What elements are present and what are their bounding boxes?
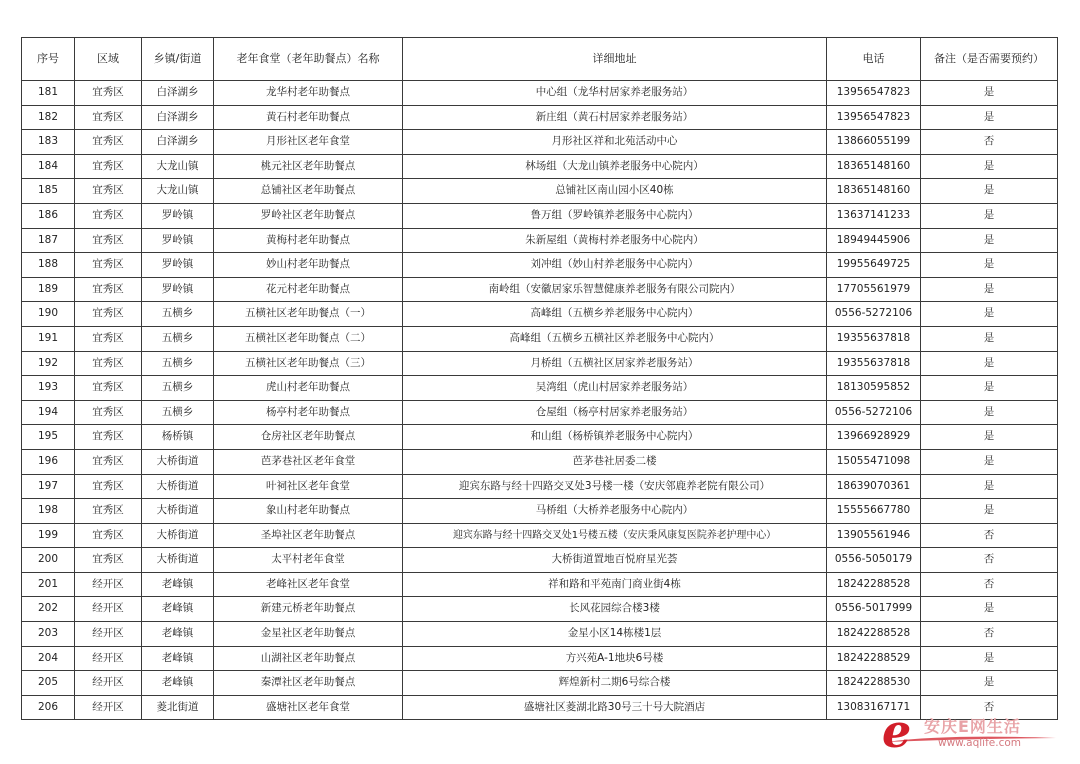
cell-address: 总铺社区南山园小区40栋 xyxy=(403,179,827,204)
cell-phone: 19955649725 xyxy=(827,253,921,278)
cell-index: 188 xyxy=(22,253,75,278)
cell-district: 经开区 xyxy=(75,597,142,622)
cell-town-street: 大龙山镇 xyxy=(142,179,214,204)
watermark-title: 安庆E网生活 xyxy=(924,717,1021,736)
cell-town-street: 老峰镇 xyxy=(142,671,214,696)
cell-index: 205 xyxy=(22,671,75,696)
cell-index: 182 xyxy=(22,105,75,130)
cell-canteen-name: 五横社区老年助餐点（二） xyxy=(214,326,403,351)
header-canteen-name: 老年食堂（老年助餐点）名称 xyxy=(214,38,403,81)
cell-canteen-name: 秦潭社区老年助餐点 xyxy=(214,671,403,696)
cell-town-street: 罗岭镇 xyxy=(142,277,214,302)
table-row xyxy=(22,105,1058,130)
cell-canteen-name: 叶祠社区老年食堂 xyxy=(214,474,403,499)
cell-address: 仓屋组（杨亭村居家养老服务站） xyxy=(403,400,827,425)
cell-town-street: 五横乡 xyxy=(142,326,214,351)
cell-phone: 0556-5017999 xyxy=(827,597,921,622)
cell-town-street: 罗岭镇 xyxy=(142,253,214,278)
cell-address: 方兴苑A-1地块6号楼 xyxy=(403,646,827,671)
cell-reservation: 是 xyxy=(921,597,1058,622)
header-row xyxy=(22,38,1058,81)
cell-district: 宜秀区 xyxy=(75,228,142,253)
cell-district: 宜秀区 xyxy=(75,277,142,302)
cell-index: 200 xyxy=(22,548,75,573)
cell-phone: 13083167171 xyxy=(827,695,921,720)
cell-address: 辉煌新村二期6号综合楼 xyxy=(403,671,827,696)
cell-index: 185 xyxy=(22,179,75,204)
cell-phone: 13956547823 xyxy=(827,105,921,130)
header-town-street: 乡镇/街道 xyxy=(142,38,214,81)
header-phone: 电话 xyxy=(827,38,921,81)
cell-district: 宜秀区 xyxy=(75,548,142,573)
cell-reservation: 是 xyxy=(921,302,1058,327)
cell-district: 宜秀区 xyxy=(75,203,142,228)
cell-phone: 18130595852 xyxy=(827,376,921,401)
cell-address: 高峰组（五横乡养老服务中心院内） xyxy=(403,302,827,327)
cell-reservation: 是 xyxy=(921,449,1058,474)
cell-address: 鲁万组（罗岭镇养老服务中心院内） xyxy=(403,203,827,228)
cell-district: 宜秀区 xyxy=(75,449,142,474)
cell-reservation: 是 xyxy=(921,376,1058,401)
cell-phone: 13866055199 xyxy=(827,130,921,155)
cell-reservation: 否 xyxy=(921,695,1058,720)
cell-town-street: 白泽湖乡 xyxy=(142,81,214,106)
table-row xyxy=(22,154,1058,179)
cell-index: 195 xyxy=(22,425,75,450)
cell-phone: 15555667780 xyxy=(827,499,921,524)
cell-canteen-name: 桃元社区老年助餐点 xyxy=(214,154,403,179)
cell-canteen-name: 仓房社区老年助餐点 xyxy=(214,425,403,450)
cell-reservation: 是 xyxy=(921,425,1058,450)
cell-reservation: 是 xyxy=(921,253,1058,278)
table-row xyxy=(22,449,1058,474)
cell-town-street: 大龙山镇 xyxy=(142,154,214,179)
cell-district: 宜秀区 xyxy=(75,400,142,425)
table-header xyxy=(22,38,1058,81)
table-row xyxy=(22,671,1058,696)
cell-town-street: 白泽湖乡 xyxy=(142,130,214,155)
cell-address: 长风花园综合楼3楼 xyxy=(403,597,827,622)
header-address: 详细地址 xyxy=(403,38,827,81)
cell-town-street: 老峰镇 xyxy=(142,622,214,647)
cell-index: 181 xyxy=(22,81,75,106)
cell-town-street: 大桥街道 xyxy=(142,548,214,573)
table-row xyxy=(22,597,1058,622)
cell-town-street: 大桥街道 xyxy=(142,499,214,524)
cell-district: 宜秀区 xyxy=(75,425,142,450)
cell-district: 宜秀区 xyxy=(75,523,142,548)
cell-index: 190 xyxy=(22,302,75,327)
cell-district: 宜秀区 xyxy=(75,81,142,106)
site-watermark xyxy=(882,704,1062,758)
cell-address: 高峰组（五横乡五横社区养老服务中心院内） xyxy=(403,326,827,351)
cell-town-street: 五横乡 xyxy=(142,376,214,401)
cell-phone: 18949445906 xyxy=(827,228,921,253)
cell-phone: 18639070361 xyxy=(827,474,921,499)
table-row xyxy=(22,81,1058,106)
cell-address: 马桥组（大桥养老服务中心院内） xyxy=(403,499,827,524)
cell-reservation: 是 xyxy=(921,154,1058,179)
cell-canteen-name: 五横社区老年助餐点（一） xyxy=(214,302,403,327)
cell-canteen-name: 龙华村老年助餐点 xyxy=(214,81,403,106)
header-index: 序号 xyxy=(22,38,75,81)
cell-phone: 0556-5272106 xyxy=(827,302,921,327)
table-row xyxy=(22,548,1058,573)
table-row xyxy=(22,277,1058,302)
cell-address: 南岭组（安徽居家乐智慧健康养老服务有限公司院内） xyxy=(403,277,827,302)
cell-town-street: 大桥街道 xyxy=(142,523,214,548)
cell-index: 194 xyxy=(22,400,75,425)
cell-canteen-name: 妙山村老年助餐点 xyxy=(214,253,403,278)
cell-reservation: 否 xyxy=(921,572,1058,597)
cell-index: 201 xyxy=(22,572,75,597)
cell-reservation: 是 xyxy=(921,277,1058,302)
cell-index: 204 xyxy=(22,646,75,671)
cell-district: 经开区 xyxy=(75,671,142,696)
cell-district: 宜秀区 xyxy=(75,326,142,351)
cell-address: 刘冲组（妙山村养老服务中心院内） xyxy=(403,253,827,278)
cell-index: 183 xyxy=(22,130,75,155)
cell-address: 祥和路和平苑南门商业街4栋 xyxy=(403,572,827,597)
cell-reservation: 是 xyxy=(921,646,1058,671)
cell-district: 宜秀区 xyxy=(75,499,142,524)
cell-town-street: 老峰镇 xyxy=(142,597,214,622)
table-row xyxy=(22,179,1058,204)
cell-canteen-name: 黄梅村老年助餐点 xyxy=(214,228,403,253)
cell-reservation: 否 xyxy=(921,523,1058,548)
cell-canteen-name: 芭茅巷社区老年食堂 xyxy=(214,449,403,474)
cell-address: 月桥组（五横社区居家养老服务站） xyxy=(403,351,827,376)
cell-index: 202 xyxy=(22,597,75,622)
restaurant-list-sheet xyxy=(21,37,1057,720)
cell-phone: 13637141233 xyxy=(827,203,921,228)
cell-reservation: 否 xyxy=(921,622,1058,647)
cell-index: 203 xyxy=(22,622,75,647)
header-district: 区域 xyxy=(75,38,142,81)
cell-address: 新庄组（黄石村居家养老服务站） xyxy=(403,105,827,130)
cell-district: 宜秀区 xyxy=(75,474,142,499)
cell-canteen-name: 金星社区老年助餐点 xyxy=(214,622,403,647)
table-row xyxy=(22,572,1058,597)
cell-address: 林场组（大龙山镇养老服务中心院内） xyxy=(403,154,827,179)
cell-district: 宜秀区 xyxy=(75,376,142,401)
cell-phone: 13966928929 xyxy=(827,425,921,450)
cell-address: 朱新屋组（黄梅村养老服务中心院内） xyxy=(403,228,827,253)
table-row xyxy=(22,253,1058,278)
cell-address: 迎宾东路与经十四路交叉处3号楼一楼（安庆邻鹿养老院有限公司） xyxy=(403,474,827,499)
cell-index: 186 xyxy=(22,203,75,228)
cell-index: 206 xyxy=(22,695,75,720)
cell-index: 184 xyxy=(22,154,75,179)
cell-index: 196 xyxy=(22,449,75,474)
cell-phone: 19355637818 xyxy=(827,351,921,376)
cell-district: 宜秀区 xyxy=(75,130,142,155)
cell-district: 宜秀区 xyxy=(75,351,142,376)
table-row xyxy=(22,499,1058,524)
cell-index: 191 xyxy=(22,326,75,351)
cell-index: 193 xyxy=(22,376,75,401)
table-row xyxy=(22,326,1058,351)
cell-reservation: 否 xyxy=(921,130,1058,155)
table-body xyxy=(22,81,1058,720)
table-row xyxy=(22,400,1058,425)
cell-town-street: 罗岭镇 xyxy=(142,203,214,228)
watermark-e-logo: e xyxy=(882,704,912,758)
cell-reservation: 是 xyxy=(921,400,1058,425)
cell-reservation: 否 xyxy=(921,548,1058,573)
cell-phone: 18242288530 xyxy=(827,671,921,696)
cell-phone: 13956547823 xyxy=(827,81,921,106)
cell-reservation: 是 xyxy=(921,474,1058,499)
cell-district: 宜秀区 xyxy=(75,179,142,204)
table-row xyxy=(22,376,1058,401)
cell-reservation: 是 xyxy=(921,203,1058,228)
cell-town-street: 老峰镇 xyxy=(142,572,214,597)
table-row xyxy=(22,646,1058,671)
cell-index: 197 xyxy=(22,474,75,499)
cell-index: 192 xyxy=(22,351,75,376)
cell-index: 199 xyxy=(22,523,75,548)
cell-canteen-name: 盛塘社区老年食堂 xyxy=(214,695,403,720)
cell-district: 宜秀区 xyxy=(75,154,142,179)
cell-reservation: 是 xyxy=(921,179,1058,204)
cell-phone: 18242288529 xyxy=(827,646,921,671)
watermark-url: www.aqlife.com xyxy=(938,737,1021,749)
cell-town-street: 菱北街道 xyxy=(142,695,214,720)
table-row xyxy=(22,302,1058,327)
cell-phone: 15055471098 xyxy=(827,449,921,474)
cell-canteen-name: 五横社区老年助餐点（三） xyxy=(214,351,403,376)
cell-town-street: 大桥街道 xyxy=(142,474,214,499)
cell-town-street: 杨桥镇 xyxy=(142,425,214,450)
table-row xyxy=(22,351,1058,376)
cell-phone: 17705561979 xyxy=(827,277,921,302)
cell-address: 芭茅巷社居委二楼 xyxy=(403,449,827,474)
cell-district: 宜秀区 xyxy=(75,253,142,278)
cell-town-street: 五横乡 xyxy=(142,351,214,376)
cell-canteen-name: 山湖社区老年助餐点 xyxy=(214,646,403,671)
table-row xyxy=(22,228,1058,253)
cell-canteen-name: 总铺社区老年助餐点 xyxy=(214,179,403,204)
cell-phone: 18365148160 xyxy=(827,154,921,179)
cell-canteen-name: 花元村老年助餐点 xyxy=(214,277,403,302)
table-row xyxy=(22,203,1058,228)
header-remark-reservation: 备注（是否需要预约） xyxy=(921,38,1058,81)
cell-district: 宜秀区 xyxy=(75,105,142,130)
cell-reservation: 是 xyxy=(921,351,1058,376)
cell-phone: 18242288528 xyxy=(827,622,921,647)
cell-reservation: 是 xyxy=(921,499,1058,524)
table-row xyxy=(22,523,1058,548)
cell-town-street: 大桥街道 xyxy=(142,449,214,474)
cell-canteen-name: 太平村老年食堂 xyxy=(214,548,403,573)
cell-phone: 19355637818 xyxy=(827,326,921,351)
cell-address: 吴湾组（虎山村居家养老服务站） xyxy=(403,376,827,401)
cell-phone: 0556-5050179 xyxy=(827,548,921,573)
cell-address: 中心组（龙华村居家养老服务站） xyxy=(403,81,827,106)
cell-address: 盛塘社区菱湖北路30号三十号大院酒店 xyxy=(403,695,827,720)
cell-reservation: 是 xyxy=(921,326,1058,351)
cell-district: 经开区 xyxy=(75,622,142,647)
cell-canteen-name: 杨亭村老年助餐点 xyxy=(214,400,403,425)
cell-reservation: 是 xyxy=(921,105,1058,130)
cell-index: 187 xyxy=(22,228,75,253)
cell-address: 金星小区14栋楼1层 xyxy=(403,622,827,647)
cell-phone: 13905561946 xyxy=(827,523,921,548)
cell-canteen-name: 月形社区老年食堂 xyxy=(214,130,403,155)
cell-address: 和山组（杨桥镇养老服务中心院内） xyxy=(403,425,827,450)
cell-index: 198 xyxy=(22,499,75,524)
cell-canteen-name: 罗岭社区老年助餐点 xyxy=(214,203,403,228)
cell-address: 月形社区祥和北苑活动中心 xyxy=(403,130,827,155)
cell-canteen-name: 老峰社区老年食堂 xyxy=(214,572,403,597)
cell-town-street: 罗岭镇 xyxy=(142,228,214,253)
cell-district: 经开区 xyxy=(75,646,142,671)
cell-town-street: 白泽湖乡 xyxy=(142,105,214,130)
cell-canteen-name: 圣埠社区老年助餐点 xyxy=(214,523,403,548)
cell-town-street: 老峰镇 xyxy=(142,646,214,671)
cell-reservation: 是 xyxy=(921,81,1058,106)
cell-canteen-name: 象山村老年助餐点 xyxy=(214,499,403,524)
cell-reservation: 是 xyxy=(921,228,1058,253)
cell-canteen-name: 虎山村老年助餐点 xyxy=(214,376,403,401)
elderly-canteen-table xyxy=(21,37,1058,720)
cell-phone: 18242288528 xyxy=(827,572,921,597)
cell-canteen-name: 新建元桥老年助餐点 xyxy=(214,597,403,622)
cell-address: 迎宾东路与经十四路交叉处1号楼五楼（安庆秉风康复医院养老护理中心） xyxy=(403,523,827,548)
cell-town-street: 五横乡 xyxy=(142,302,214,327)
cell-phone: 0556-5272106 xyxy=(827,400,921,425)
cell-district: 经开区 xyxy=(75,572,142,597)
cell-district: 宜秀区 xyxy=(75,302,142,327)
table-row xyxy=(22,425,1058,450)
cell-canteen-name: 黄石村老年助餐点 xyxy=(214,105,403,130)
cell-district: 经开区 xyxy=(75,695,142,720)
table-row xyxy=(22,622,1058,647)
cell-reservation: 是 xyxy=(921,671,1058,696)
cell-phone: 18365148160 xyxy=(827,179,921,204)
cell-town-street: 五横乡 xyxy=(142,400,214,425)
table-row xyxy=(22,474,1058,499)
cell-index: 189 xyxy=(22,277,75,302)
cell-address: 大桥街道置地百悦府星光荟 xyxy=(403,548,827,573)
table-row xyxy=(22,130,1058,155)
